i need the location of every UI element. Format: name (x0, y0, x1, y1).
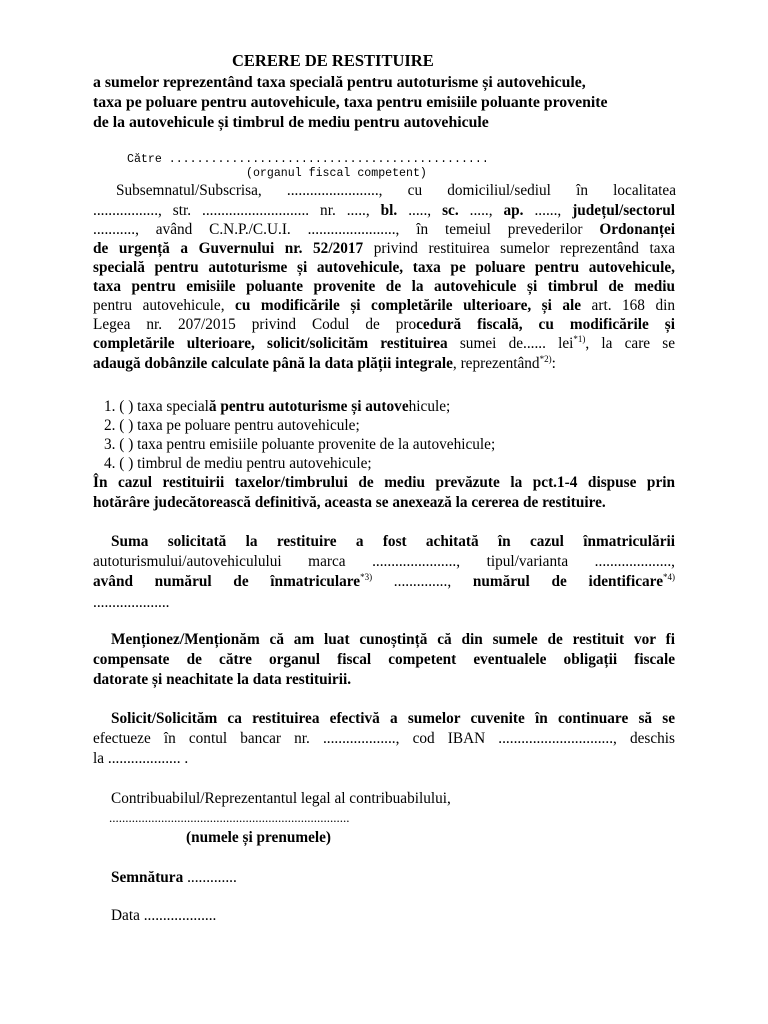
solicit-line-1: Solicit/Solicităm ca restituirea efectivă a sumelor cuvenite în continuare să se (111, 710, 675, 727)
option-item: 1. ( ) taxa specială pentru autoturisme și autovehicule; (104, 398, 451, 415)
suma-line-2: autoturismului/autovehiculului marca ......................, tipul/varianta ...................., (93, 553, 675, 570)
para1-line-8: Legea nr. 207/2015 privind Codul de procedură fiscală, cu modificările și (93, 316, 676, 333)
para1-line-3: ..........., având C.N.P./C.U.I. ......................., în temeiul prevederilor Ordonanței (93, 221, 675, 238)
court-note-line-1: În cazul restituirii taxelor/timbrului de mediu prevăzute la pct.1-4 dispuse prin (93, 474, 675, 491)
subtitle-line-3: de la autovehicule și timbrul de mediu pentru autovehicule (93, 114, 489, 131)
subtitle-line-2: taxa pe poluare pentru autovehicule, taxa pentru emisiile poluante provenite (93, 94, 608, 111)
date-field: Data ................... (111, 907, 217, 924)
para1-line-6: taxa pentru emisiile poluante provenite de la autovehicule și timbrul de mediu (93, 278, 675, 295)
para1-line-5: specială pentru autoturisme și autovehicule, taxa pe poluare pentru autovehicule, (93, 259, 675, 276)
court-note-line-2: hotărâre judecătorească definitivă, aceasta se anexează la cererea de restituire. (93, 494, 606, 511)
recipient-line: Către .............................................. (127, 153, 489, 166)
para1-line-1: Subsemnatul/Subscrisa, ........................, cu domiciliul/sediul în localitatea (116, 182, 676, 199)
option-item: 2. ( ) taxa pe poluare pentru autovehicule; (104, 417, 360, 434)
option-item: 4. ( ) timbrul de mediu pentru autovehicule; (104, 455, 372, 472)
subtitle-line-1: a sumelor reprezentând taxa specială pentru autoturisme și autovehicule, (93, 74, 586, 91)
para1-line-4: de urgență a Guvernului nr. 52/2017 privind restituirea sumelor reprezentând taxa (93, 240, 675, 257)
para1-line-10: adaugă dobânzile calculate până la data plății integrale, reprezentând$^{*2)}$: (93, 354, 556, 372)
para1-line-7: pentru autovehicule, cu modificările și completările ulterioare, și ale art. 168 din (93, 297, 675, 314)
para1-line-2: ................., str. ............................ nr. ....., bl. ....., sc. ....., ap. ......, județul/sectorul (93, 202, 676, 219)
contributor-label: Contribuabilul/Reprezentantul legal al contribuabilului, (111, 790, 451, 807)
para1-line-9: completările ulterioare, solicit/solicităm restituirea sumei de...... lei$^{*1)}$, la care se (93, 334, 676, 352)
signature-field: Semnătura ............. (111, 869, 237, 886)
solicit-line-3: la ................... . (93, 750, 189, 767)
mention-line-1: Menționez/Menționăm că am luat cunoștință că din sumele de restituit vor fi (111, 631, 675, 648)
option-item: 3. ( ) taxa pentru emisiile poluante provenite de la autovehicule; (104, 436, 496, 453)
name-caption: (numele și prenumele) (186, 829, 332, 846)
mention-line-3: datorate și neachitate la data restituirii. (93, 671, 352, 688)
name-dotted-line: .......................................................................... (109, 810, 350, 825)
suma-line-3: având numărul de înmatriculare$^{*3)}$ .............., numărul de identificare$^{*4)}$ (93, 572, 675, 590)
suma-line-1: Suma solicitată la restituire a fost achitată în cazul înmatriculării (111, 533, 675, 550)
mention-line-2: compensate de către organul fiscal competent eventualele obligații fiscale (93, 651, 675, 668)
suma-line-4: .................... (93, 594, 170, 611)
document-title: CERERE DE RESTITUIRE (232, 51, 434, 70)
solicit-line-2: efectueze în contul bancar nr. ..................., cod IBAN .............................., deschis (93, 730, 675, 747)
recipient-caption: (organul fiscal competent) (246, 167, 427, 180)
